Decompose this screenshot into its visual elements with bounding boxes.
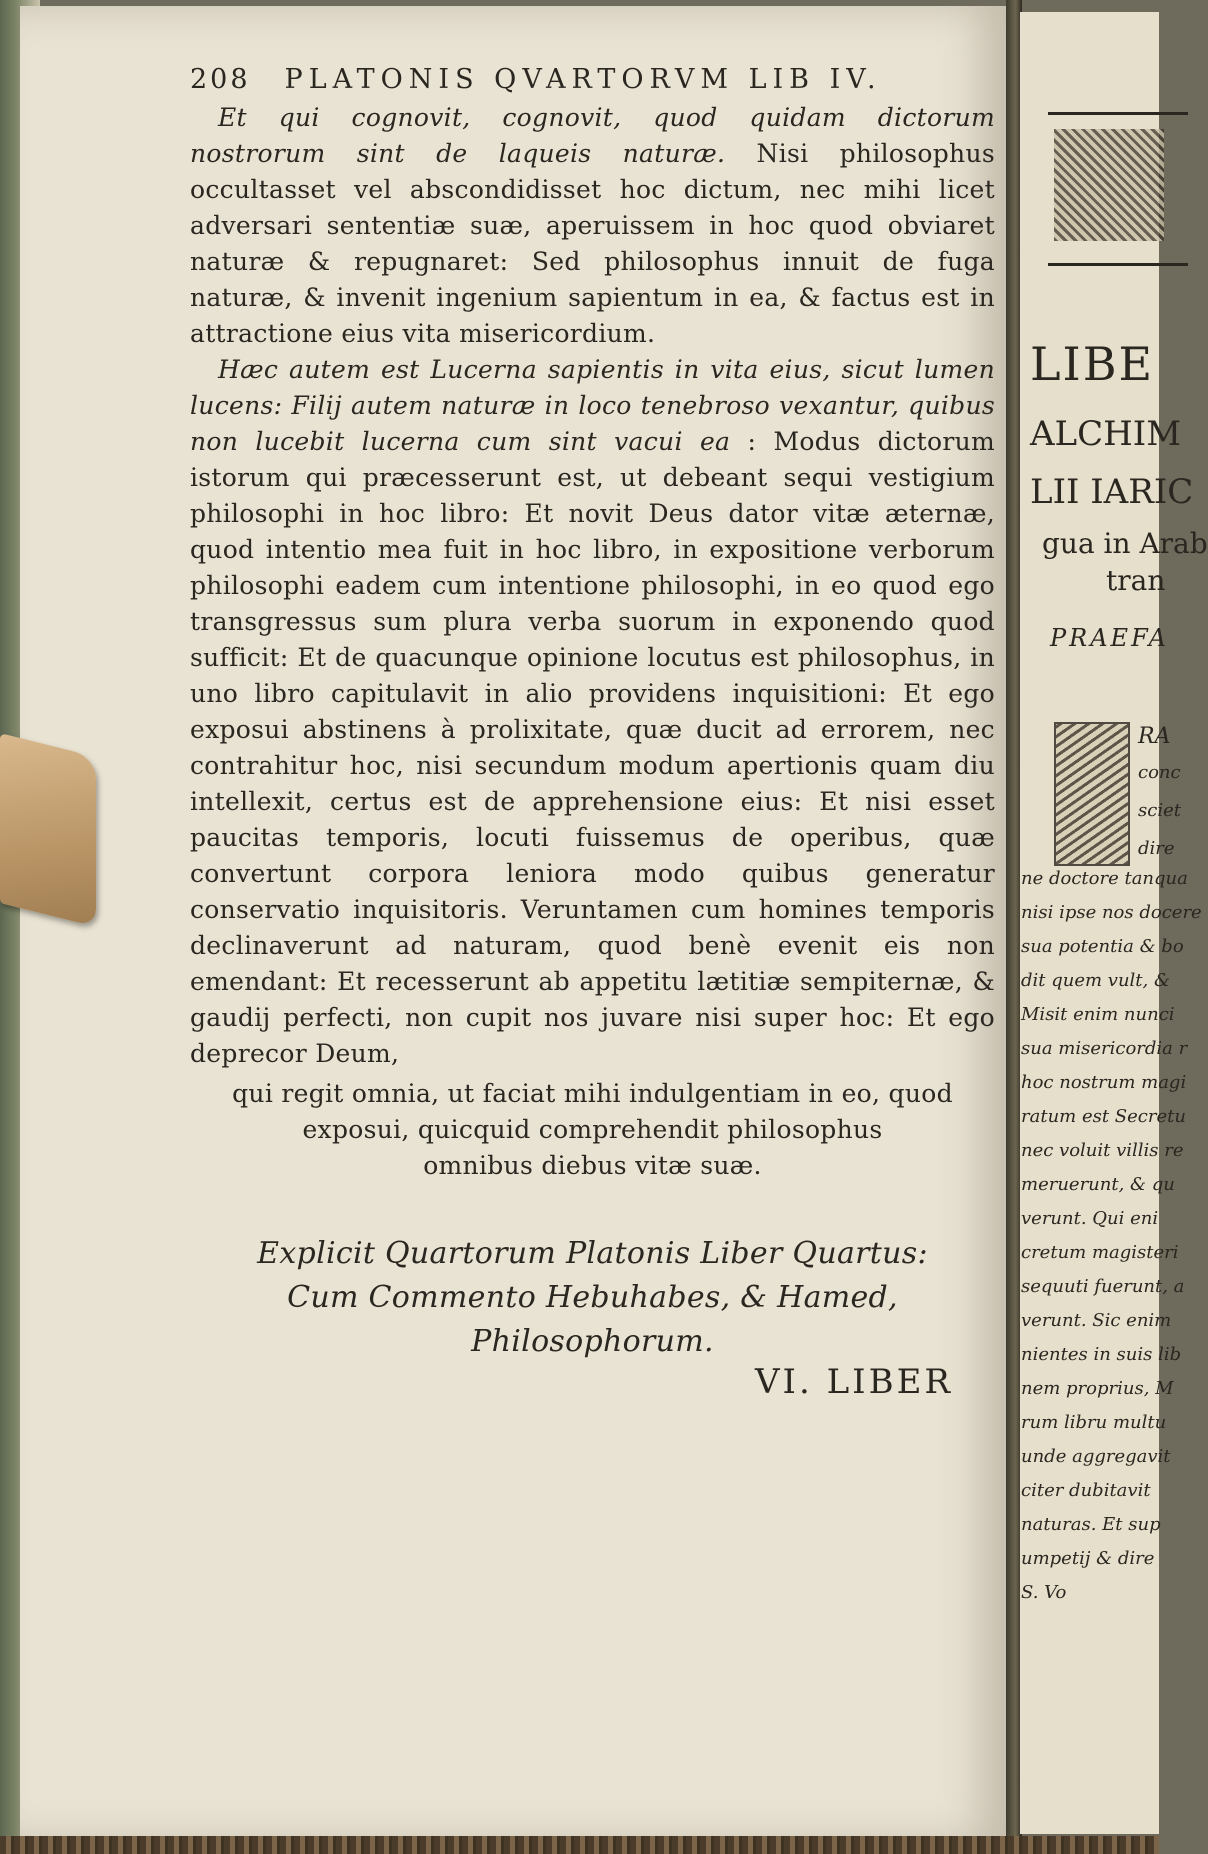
text-line: nisi ipse nos docere [1021, 902, 1202, 923]
text-line: ratum est Secretu [1021, 1106, 1186, 1127]
explicit-line: Philosophorum. [471, 1324, 714, 1359]
text-line: naturas. Et sup [1021, 1514, 1161, 1535]
text-line: Misit enim nunci [1021, 1004, 1175, 1025]
initial-line: dire [1138, 838, 1175, 859]
text-line: sua potentia & bo [1021, 936, 1184, 957]
text-line: umpetij & dire [1021, 1548, 1155, 1569]
explicit-line: Cum Commento Hebuhabes, & Hamed, [287, 1280, 898, 1315]
left-page-text [190, 62, 995, 1364]
text-line: nientes in suis lib [1021, 1344, 1182, 1365]
text-line: nec voluit villis re [1021, 1140, 1184, 1161]
catchword: VI. LIBER [755, 1362, 954, 1402]
initial-line: RA [1138, 724, 1171, 749]
text-line: sua misericordia r [1021, 1038, 1188, 1059]
commentary-text: : Modus dictorum istorum qui præcesserunt est, ut debeant sequi vestigium philosophi in hoc libro: Et novit Deus dator vitæ æternæ, quod intentio mea fuit in hoc libro, in expositione verborum philosophi eadem cum intentione philosophi, in eo quod ego transgressus sum plura verba suorum in exponendo quod sufficit: Et de quacunque opinione locutus est philosophus, in uno libro capitulavit in alio providens inquisitioni: Et ego exposui abstinens à prolixitate, quæ ducit ad errorem, nec contrahitur hoc, nisi secundum modum apertionis quam diu intellexit, certus est de apprehensione eius: Et nisi esset paucitas temporis, locuti fuissemus de operibus, quæ convertunt corpora leniora modo quibus generatur conservatio inquisitoris. Veruntamen cum homines temporis declinaverunt ad naturam, quod benè evenit eis non emendant: Et recesserunt ab appetitu lætitiæ sempiternæ, & gaudij perfecti, non cupit nos juvare nisi super hoc: Et ego deprecor Deum, [190, 427, 996, 1068]
right-title-line-1: LIBE [1030, 337, 1155, 391]
right-title-line-3: LII IARIC [1030, 472, 1194, 512]
text-line: verunt. Sic enim [1021, 1310, 1172, 1331]
right-page [1020, 12, 1208, 1834]
explicit-colophon [190, 1232, 995, 1364]
closing-line: exposui, quicquid comprehendit philosophus [302, 1115, 883, 1144]
paper-bookmark [0, 733, 96, 927]
text-line: ne doctore tanqua [1021, 868, 1188, 889]
text-line: citer dubitavit [1021, 1480, 1151, 1501]
closing-line: omnibus diebus vitæ suæ. [423, 1151, 762, 1180]
right-title-line-5: tran [1106, 564, 1166, 597]
text-line: nem proprius, M [1021, 1378, 1174, 1399]
initial-line: sciet [1138, 800, 1181, 821]
text-line: meruerunt, & qu [1021, 1174, 1175, 1195]
right-title-line-4: gua in Arab [1042, 527, 1208, 560]
commentary-text: Nisi philosophus occultasset vel abscondidisset hoc dictum, nec mihi licet adversari sententiæ suæ, aperuissem in hoc quod obviaret naturæ & repugnaret: Sed philosophus innuit de fuga naturæ, & invenit ingenium sapientum in ea, & factus est in attractione eius vita misericordium. [190, 139, 995, 348]
paragraph [190, 352, 995, 1072]
initial-line: conc [1138, 762, 1181, 783]
right-title-line-2: ALCHIM [1030, 414, 1182, 454]
preface-heading: PRAEFA [1050, 624, 1169, 652]
page-number: 208 [190, 64, 251, 95]
text-line: S. Vo [1021, 1582, 1067, 1603]
book-bottom-edge [0, 1836, 1159, 1854]
paragraph [190, 100, 995, 352]
ornamental-headpiece [1048, 112, 1188, 266]
decorated-initial [1054, 722, 1130, 866]
text-line: dit quem vult, & [1021, 970, 1171, 991]
text-line: unde aggregavit [1021, 1446, 1171, 1467]
text-line: hoc nostrum magi [1021, 1072, 1187, 1093]
text-line: rum libru multu [1021, 1412, 1167, 1433]
text-line: sequuti fuerunt, a [1021, 1276, 1185, 1297]
explicit-line: Explicit Quartorum Platonis Liber Quartus: [257, 1236, 928, 1271]
text-line: cretum magisteri [1021, 1242, 1179, 1263]
text-line: verunt. Qui eni [1021, 1208, 1159, 1229]
closing-line: qui regit omnia, ut faciat mihi indulgentiam in eo, quod [232, 1079, 953, 1108]
italic-lemma: Hæc autem est Lucerna sapientis in vita eius, sicut lumen lucens: Filij autem naturæ in loco tenebroso vexantur, quibus non lucebit lucerna cum sint vacui ea [190, 355, 995, 456]
running-header [190, 62, 995, 98]
right-page-text [1021, 862, 1202, 1610]
italic-lemma: Et qui cognovit, cognovit, quod quidam dictorum nostrorum sint de laqueis naturæ. [190, 103, 995, 168]
running-title: PLATONIS QVARTORVM LIB IV. [284, 64, 882, 95]
